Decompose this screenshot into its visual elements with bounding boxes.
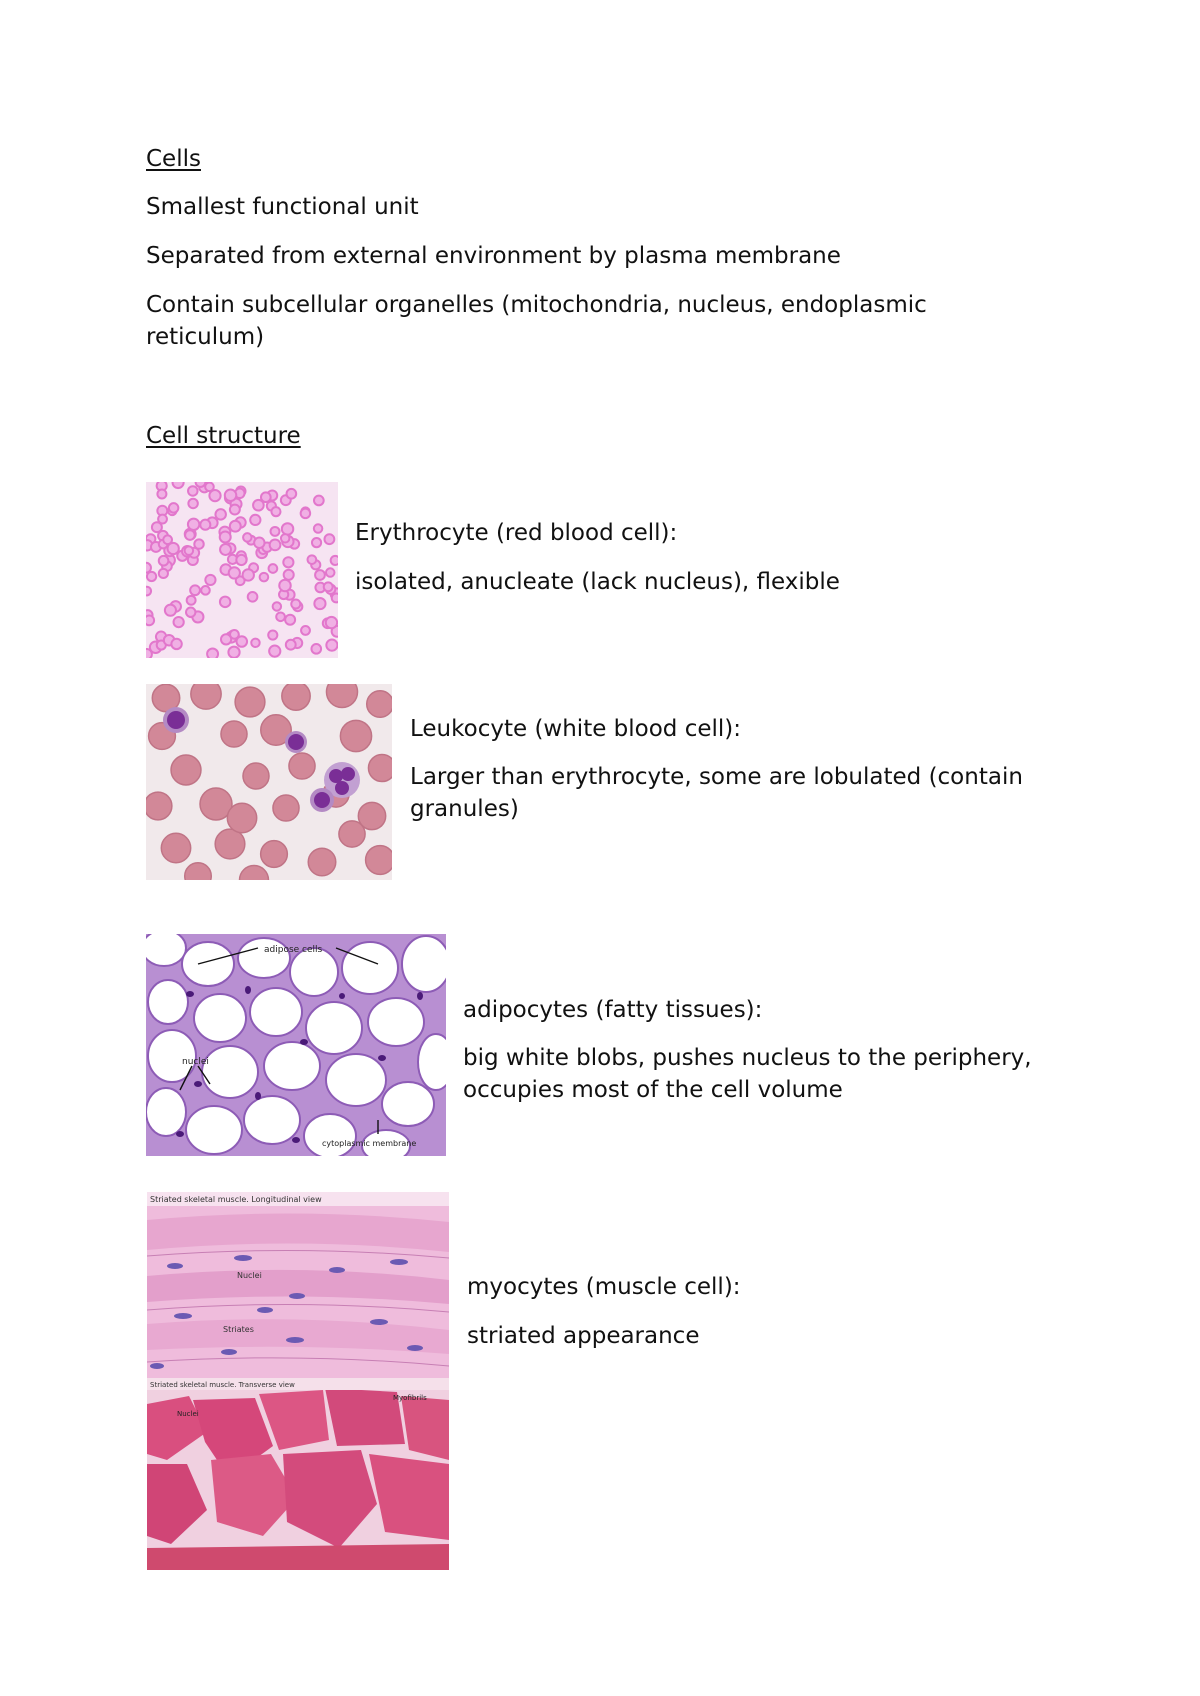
leukocyte-description: Larger than erythrocyte, some are lobulated (contain granules) — [410, 764, 1023, 822]
muscle-nuclei-label: Nuclei — [237, 1271, 262, 1280]
myocytes-description: striated appearance — [467, 1323, 700, 1349]
transverse-section — [147, 1378, 449, 1570]
leukocyte-image — [146, 684, 392, 880]
section-heading-cells: Cells — [146, 146, 201, 172]
striates-label: Striates — [223, 1325, 254, 1334]
transverse-view-label: Striated skeletal muscle. Transverse view — [150, 1381, 295, 1389]
erythrocyte-description: isolated, anucleate (lack nucleus), flexible — [355, 569, 840, 595]
section-heading-cell-structure: Cell structure — [146, 423, 301, 449]
adipocytes-description: big white blobs, pushes nucleus to the periphery, occupies most of the cell volume — [463, 1045, 1032, 1103]
longitudinal-view-label: Striated skeletal muscle. Longitudinal view — [150, 1195, 322, 1204]
leukocyte-title: Leukocyte (white blood cell): — [410, 716, 742, 742]
nuclei-label: nuclei — [182, 1057, 209, 1067]
myocyte-image — [147, 1192, 449, 1570]
transverse-nuclei-label: Nuclei — [177, 1410, 199, 1418]
cytoplasmic-membrane-label: cytoplasmic membrane — [322, 1139, 417, 1148]
intro-line-1: Smallest functional unit — [146, 194, 419, 220]
intro-line-2: Separated from external environment by plasma membrane — [146, 243, 841, 269]
myofibrils-label: Myofibrils — [393, 1394, 427, 1402]
myocytes-title: myocytes (muscle cell): — [467, 1274, 741, 1300]
erythrocyte-image — [146, 482, 338, 658]
erythrocyte-title: Erythrocyte (red blood cell): — [355, 520, 678, 546]
adipocyte-image — [146, 934, 446, 1156]
longitudinal-section — [147, 1192, 449, 1378]
intro-line-3: Contain subcellular organelles (mitochondria, nucleus, endoplasmic reticulum) — [146, 292, 927, 350]
adipose-cells-label: adipose cells — [264, 945, 323, 955]
adipocytes-title: adipocytes (fatty tissues): — [463, 997, 763, 1023]
